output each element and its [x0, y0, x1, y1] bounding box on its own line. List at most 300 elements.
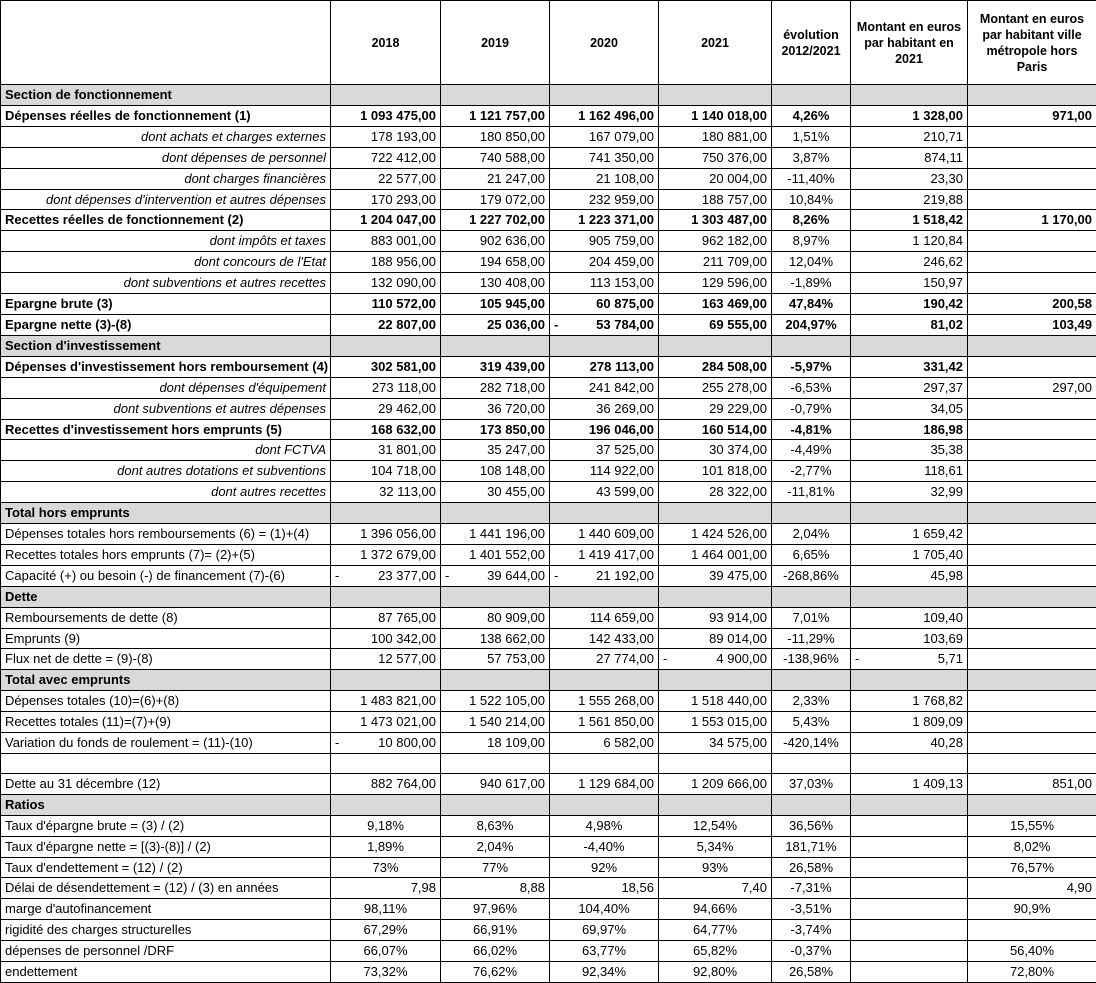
value-cell [851, 920, 968, 941]
row-label: Recettes d'investissement hors emprunts (5) [1, 419, 331, 440]
section-row [1, 794, 1096, 815]
column-header: évolution 2012/2021 [772, 1, 851, 85]
value-cell: 37,03% [772, 773, 851, 794]
value-cell: 1 561 850,00 [550, 712, 659, 733]
value-cell: 109,40 [851, 607, 968, 628]
value-cell [968, 503, 1096, 524]
value-cell: 23,30 [851, 168, 968, 189]
value-cell: 178 193,00 [331, 126, 441, 147]
value-cell [851, 754, 968, 774]
table-row [1, 252, 1096, 273]
value-cell: 200,58 [968, 294, 1096, 315]
value-cell [851, 586, 968, 607]
value-cell: 1 162 496,00 [550, 105, 659, 126]
value-cell: 883 001,00 [331, 231, 441, 252]
value-cell [851, 815, 968, 836]
table-row [1, 712, 1096, 733]
value-cell: 36 720,00 [441, 398, 550, 419]
value-cell [851, 670, 968, 691]
value-cell: 851,00 [968, 773, 1096, 794]
value-cell [441, 85, 550, 106]
value-cell: 34 575,00 [659, 733, 772, 754]
value-cell: 138 662,00 [441, 628, 550, 649]
negative-sign: - [554, 315, 558, 335]
section-row [1, 85, 1096, 106]
value-cell: 740 588,00 [441, 147, 550, 168]
value-cell: 1 396 056,00 [331, 524, 441, 545]
value-cell [441, 586, 550, 607]
value-cell [968, 712, 1096, 733]
value-cell: 7,40 [659, 878, 772, 899]
value-cell: 160 514,00 [659, 419, 772, 440]
row-label: Recettes totales (11)=(7)+(9) [1, 712, 331, 733]
value-cell: 97,96% [441, 899, 550, 920]
value-cell: 6,65% [772, 544, 851, 565]
value-cell [441, 503, 550, 524]
row-label: dont dépenses d'intervention et autres dépenses [1, 189, 331, 210]
table-row [1, 377, 1096, 398]
column-header: Montant en euros par habitant en 2021 [851, 1, 968, 85]
table-row [1, 773, 1096, 794]
value-cell [851, 794, 968, 815]
cell-number: 23 377,00 [378, 566, 436, 586]
value-cell: 1 204 047,00 [331, 210, 441, 231]
value-cell: 1 401 552,00 [441, 544, 550, 565]
value-cell: 2,04% [772, 524, 851, 545]
value-cell [441, 794, 550, 815]
row-label: Délai de désendettement = (12) / (3) en années [1, 878, 331, 899]
value-cell: 5,34% [659, 836, 772, 857]
value-cell: 8,26% [772, 210, 851, 231]
value-cell: 1 518 440,00 [659, 691, 772, 712]
value-cell: 4,90 [968, 878, 1096, 899]
table-row [1, 857, 1096, 878]
value-cell: 4,26% [772, 105, 851, 126]
value-cell [550, 314, 659, 335]
value-cell [968, 273, 1096, 294]
value-cell: 882 764,00 [331, 773, 441, 794]
value-cell [331, 670, 441, 691]
value-cell: -11,40% [772, 168, 851, 189]
value-cell [772, 670, 851, 691]
value-cell [851, 941, 968, 962]
value-cell [659, 794, 772, 815]
value-cell: 1 170,00 [968, 210, 1096, 231]
value-cell: 20 004,00 [659, 168, 772, 189]
value-cell: 1 093 475,00 [331, 105, 441, 126]
table-row [1, 815, 1096, 836]
table-row [1, 105, 1096, 126]
value-cell [851, 857, 968, 878]
value-cell [851, 649, 968, 670]
value-cell: 36 269,00 [550, 398, 659, 419]
value-cell: 211 709,00 [659, 252, 772, 273]
row-label: Dépenses réelles de fonctionnement (1) [1, 105, 331, 126]
value-cell: 29 462,00 [331, 398, 441, 419]
value-cell: 113 153,00 [550, 273, 659, 294]
table-row [1, 565, 1096, 586]
value-cell [772, 503, 851, 524]
row-label: Capacité (+) ou besoin (-) de financement (7)-(6) [1, 565, 331, 586]
value-cell: -2,77% [772, 461, 851, 482]
value-cell [659, 670, 772, 691]
value-cell: 1 129 684,00 [550, 773, 659, 794]
value-cell: 69 555,00 [659, 314, 772, 335]
value-cell: 1 424 526,00 [659, 524, 772, 545]
table-row [1, 628, 1096, 649]
value-cell: 28 322,00 [659, 482, 772, 503]
row-label: Dette au 31 décembre (12) [1, 773, 331, 794]
row-label: Flux net de dette = (9)-(8) [1, 649, 331, 670]
value-cell: 188 757,00 [659, 189, 772, 210]
row-label: dont charges financières [1, 168, 331, 189]
value-cell: 76,62% [441, 962, 550, 983]
value-cell: 179 072,00 [441, 189, 550, 210]
value-cell: 29 229,00 [659, 398, 772, 419]
row-label: Variation du fonds de roulement = (11)-(10) [1, 733, 331, 754]
row-label: Epargne nette (3)-(8) [1, 314, 331, 335]
value-cell: 18 109,00 [441, 733, 550, 754]
value-cell: 101 818,00 [659, 461, 772, 482]
value-cell: 66,91% [441, 920, 550, 941]
value-cell: 905 759,00 [550, 231, 659, 252]
value-cell: 6 582,00 [550, 733, 659, 754]
value-cell [968, 231, 1096, 252]
value-cell: 2,33% [772, 691, 851, 712]
value-cell: 36,56% [772, 815, 851, 836]
value-cell: 21 108,00 [550, 168, 659, 189]
table-row [1, 836, 1096, 857]
value-cell: 76,57% [968, 857, 1096, 878]
value-cell [851, 85, 968, 106]
value-cell: 93% [659, 857, 772, 878]
table-row [1, 294, 1096, 315]
row-label: Taux d'épargne nette = [(3)-(8)] / (2) [1, 836, 331, 857]
value-cell [659, 586, 772, 607]
value-cell [968, 565, 1096, 586]
value-cell: 181,71% [772, 836, 851, 857]
value-cell: -5,97% [772, 356, 851, 377]
cell-number: 53 784,00 [596, 315, 654, 335]
table-row [1, 482, 1096, 503]
section-row [1, 670, 1096, 691]
value-cell: -0,37% [772, 941, 851, 962]
table-row [1, 649, 1096, 670]
row-label: Taux d'endettement = (12) / (2) [1, 857, 331, 878]
table-row [1, 314, 1096, 335]
cell-number: 21 192,00 [596, 566, 654, 586]
table-row [1, 440, 1096, 461]
row-label: dont achats et charges externes [1, 126, 331, 147]
value-cell: -3,51% [772, 899, 851, 920]
value-cell [968, 607, 1096, 628]
section-label: Total avec emprunts [1, 670, 331, 691]
value-cell [441, 335, 550, 356]
row-label: Recettes réelles de fonctionnement (2) [1, 210, 331, 231]
value-cell: 741 350,00 [550, 147, 659, 168]
value-cell: 37 525,00 [550, 440, 659, 461]
value-cell: 1 555 268,00 [550, 691, 659, 712]
value-cell: 12,04% [772, 252, 851, 273]
row-label [1, 754, 331, 774]
table-row [1, 920, 1096, 941]
row-label: dont concours de l'Etat [1, 252, 331, 273]
value-cell: 278 113,00 [550, 356, 659, 377]
negative-sign: - [663, 649, 667, 669]
value-cell [968, 461, 1096, 482]
negative-sign: - [855, 649, 859, 669]
section-label: Section de fonctionnement [1, 85, 331, 106]
value-cell: -1,89% [772, 273, 851, 294]
table-row [1, 356, 1096, 377]
value-cell: 110 572,00 [331, 294, 441, 315]
value-cell: 100 342,00 [331, 628, 441, 649]
section-row [1, 503, 1096, 524]
row-label: marge d'autofinancement [1, 899, 331, 920]
value-cell: 246,62 [851, 252, 968, 273]
value-cell: 282 718,00 [441, 377, 550, 398]
table-row [1, 878, 1096, 899]
value-cell: 56,40% [968, 941, 1096, 962]
value-cell: 150,97 [851, 273, 968, 294]
value-cell: 40,28 [851, 733, 968, 754]
value-cell [968, 794, 1096, 815]
value-cell: 129 596,00 [659, 273, 772, 294]
value-cell: 874,11 [851, 147, 968, 168]
value-cell: 1 522 105,00 [441, 691, 550, 712]
value-cell: 1 209 666,00 [659, 773, 772, 794]
row-label: Dépenses totales (10)=(6)+(8) [1, 691, 331, 712]
value-cell: 8,02% [968, 836, 1096, 857]
value-cell [968, 335, 1096, 356]
value-cell: 173 850,00 [441, 419, 550, 440]
row-label: dépenses de personnel /DRF [1, 941, 331, 962]
value-cell: 297,37 [851, 377, 968, 398]
value-cell: 108 148,00 [441, 461, 550, 482]
header-row [1, 1, 1096, 85]
value-cell: 1 473 021,00 [331, 712, 441, 733]
table-row [1, 419, 1096, 440]
value-cell: 65,82% [659, 941, 772, 962]
value-cell [851, 899, 968, 920]
value-cell: 5,43% [772, 712, 851, 733]
table-row [1, 962, 1096, 983]
value-cell: 1 419 417,00 [550, 544, 659, 565]
value-cell: 1 120,84 [851, 231, 968, 252]
value-cell: 962 182,00 [659, 231, 772, 252]
value-cell: 1 303 487,00 [659, 210, 772, 231]
value-cell: -11,29% [772, 628, 851, 649]
value-cell: 73,32% [331, 962, 441, 983]
value-cell [550, 503, 659, 524]
value-cell [968, 628, 1096, 649]
section-label: Section d'investissement [1, 335, 331, 356]
table-row [1, 733, 1096, 754]
value-cell: 63,77% [550, 941, 659, 962]
table-row [1, 691, 1096, 712]
value-cell: 1 223 371,00 [550, 210, 659, 231]
value-cell: 45,98 [851, 565, 968, 586]
value-cell [550, 85, 659, 106]
value-cell: 204,97% [772, 314, 851, 335]
value-cell [550, 335, 659, 356]
value-cell: 35 247,00 [441, 440, 550, 461]
row-label: dont autres dotations et subventions [1, 461, 331, 482]
value-cell: 114 922,00 [550, 461, 659, 482]
value-cell: 32,99 [851, 482, 968, 503]
row-label: dont FCTVA [1, 440, 331, 461]
value-cell [441, 754, 550, 774]
value-cell: 232 959,00 [550, 189, 659, 210]
row-label: dont subventions et autres recettes [1, 273, 331, 294]
value-cell: 15,55% [968, 815, 1096, 836]
row-label: Emprunts (9) [1, 628, 331, 649]
value-cell [851, 503, 968, 524]
value-cell [331, 733, 441, 754]
value-cell: 47,84% [772, 294, 851, 315]
value-cell: 64,77% [659, 920, 772, 941]
table-row [1, 189, 1096, 210]
value-cell: 25 036,00 [441, 314, 550, 335]
value-cell: 18,56 [550, 878, 659, 899]
value-cell [441, 670, 550, 691]
value-cell: 1 464 001,00 [659, 544, 772, 565]
value-cell [772, 586, 851, 607]
value-cell [331, 335, 441, 356]
value-cell [968, 670, 1096, 691]
value-cell: -420,14% [772, 733, 851, 754]
row-label: endettement [1, 962, 331, 983]
value-cell: 1,89% [331, 836, 441, 857]
value-cell: 89 014,00 [659, 628, 772, 649]
value-cell: -11,81% [772, 482, 851, 503]
value-cell: 180 850,00 [441, 126, 550, 147]
row-label: Taux d'épargne brute = (3) / (2) [1, 815, 331, 836]
value-cell [968, 85, 1096, 106]
value-cell [968, 440, 1096, 461]
value-cell: -4,81% [772, 419, 851, 440]
value-cell [968, 126, 1096, 147]
value-cell: 319 439,00 [441, 356, 550, 377]
value-cell [441, 565, 550, 586]
value-cell [851, 962, 968, 983]
table-row [1, 210, 1096, 231]
value-cell: 4,98% [550, 815, 659, 836]
value-cell: 1 540 214,00 [441, 712, 550, 733]
value-cell: 69,97% [550, 920, 659, 941]
value-cell: 3,87% [772, 147, 851, 168]
value-cell [772, 794, 851, 815]
value-cell [550, 670, 659, 691]
value-cell [968, 920, 1096, 941]
cell-number: 39 644,00 [487, 566, 545, 586]
section-label: Total hors emprunts [1, 503, 331, 524]
column-header: 2019 [441, 1, 550, 85]
value-cell: 114 659,00 [550, 607, 659, 628]
corner-header-cell [1, 1, 331, 85]
value-cell: 98,11% [331, 899, 441, 920]
value-cell: 8,63% [441, 815, 550, 836]
value-cell: 190,42 [851, 294, 968, 315]
value-cell [331, 794, 441, 815]
value-cell: 188 956,00 [331, 252, 441, 273]
value-cell: 21 247,00 [441, 168, 550, 189]
value-cell: 167 079,00 [550, 126, 659, 147]
negative-sign: - [335, 733, 339, 753]
value-cell: 1,51% [772, 126, 851, 147]
value-cell: -0,79% [772, 398, 851, 419]
value-cell [659, 503, 772, 524]
value-cell: 118,61 [851, 461, 968, 482]
value-cell: 8,88 [441, 878, 550, 899]
value-cell: 57 753,00 [441, 649, 550, 670]
value-cell: 80 909,00 [441, 607, 550, 628]
value-cell: 22 577,00 [331, 168, 441, 189]
value-cell: 204 459,00 [550, 252, 659, 273]
value-cell: 90,9% [968, 899, 1096, 920]
value-cell: 1 328,00 [851, 105, 968, 126]
value-cell: 9,18% [331, 815, 441, 836]
value-cell [851, 836, 968, 857]
value-cell: 103,69 [851, 628, 968, 649]
row-label: rigidité des charges structurelles [1, 920, 331, 941]
value-cell: 39 475,00 [659, 565, 772, 586]
value-cell: 93 914,00 [659, 607, 772, 628]
value-cell: 26,58% [772, 857, 851, 878]
row-label: dont autres recettes [1, 482, 331, 503]
section-row [1, 586, 1096, 607]
value-cell: -138,96% [772, 649, 851, 670]
negative-sign: - [554, 566, 558, 586]
column-header: 2018 [331, 1, 441, 85]
value-cell: 722 412,00 [331, 147, 441, 168]
value-cell [968, 356, 1096, 377]
value-cell: 750 376,00 [659, 147, 772, 168]
table-row [1, 273, 1096, 294]
value-cell [851, 878, 968, 899]
value-cell: 1 227 702,00 [441, 210, 550, 231]
value-cell [968, 147, 1096, 168]
value-cell [659, 335, 772, 356]
value-cell: 104,40% [550, 899, 659, 920]
value-cell [550, 794, 659, 815]
value-cell [772, 85, 851, 106]
value-cell: 103,49 [968, 314, 1096, 335]
value-cell: 66,02% [441, 941, 550, 962]
value-cell: 26,58% [772, 962, 851, 983]
value-cell: 34,05 [851, 398, 968, 419]
value-cell: 8,97% [772, 231, 851, 252]
value-cell: 35,38 [851, 440, 968, 461]
value-cell [968, 189, 1096, 210]
negative-sign: - [335, 566, 339, 586]
value-cell: 67,29% [331, 920, 441, 941]
value-cell: 105 945,00 [441, 294, 550, 315]
column-header: 2021 [659, 1, 772, 85]
value-cell: -6,53% [772, 377, 851, 398]
value-cell: 7,01% [772, 607, 851, 628]
value-cell [772, 754, 851, 774]
value-cell: 210,71 [851, 126, 968, 147]
value-cell: 1 372 679,00 [331, 544, 441, 565]
table-body [1, 85, 1096, 983]
value-cell: 163 469,00 [659, 294, 772, 315]
value-cell: 87 765,00 [331, 607, 441, 628]
value-cell: 255 278,00 [659, 377, 772, 398]
value-cell: 92,34% [550, 962, 659, 983]
value-cell [968, 252, 1096, 273]
value-cell [550, 754, 659, 774]
